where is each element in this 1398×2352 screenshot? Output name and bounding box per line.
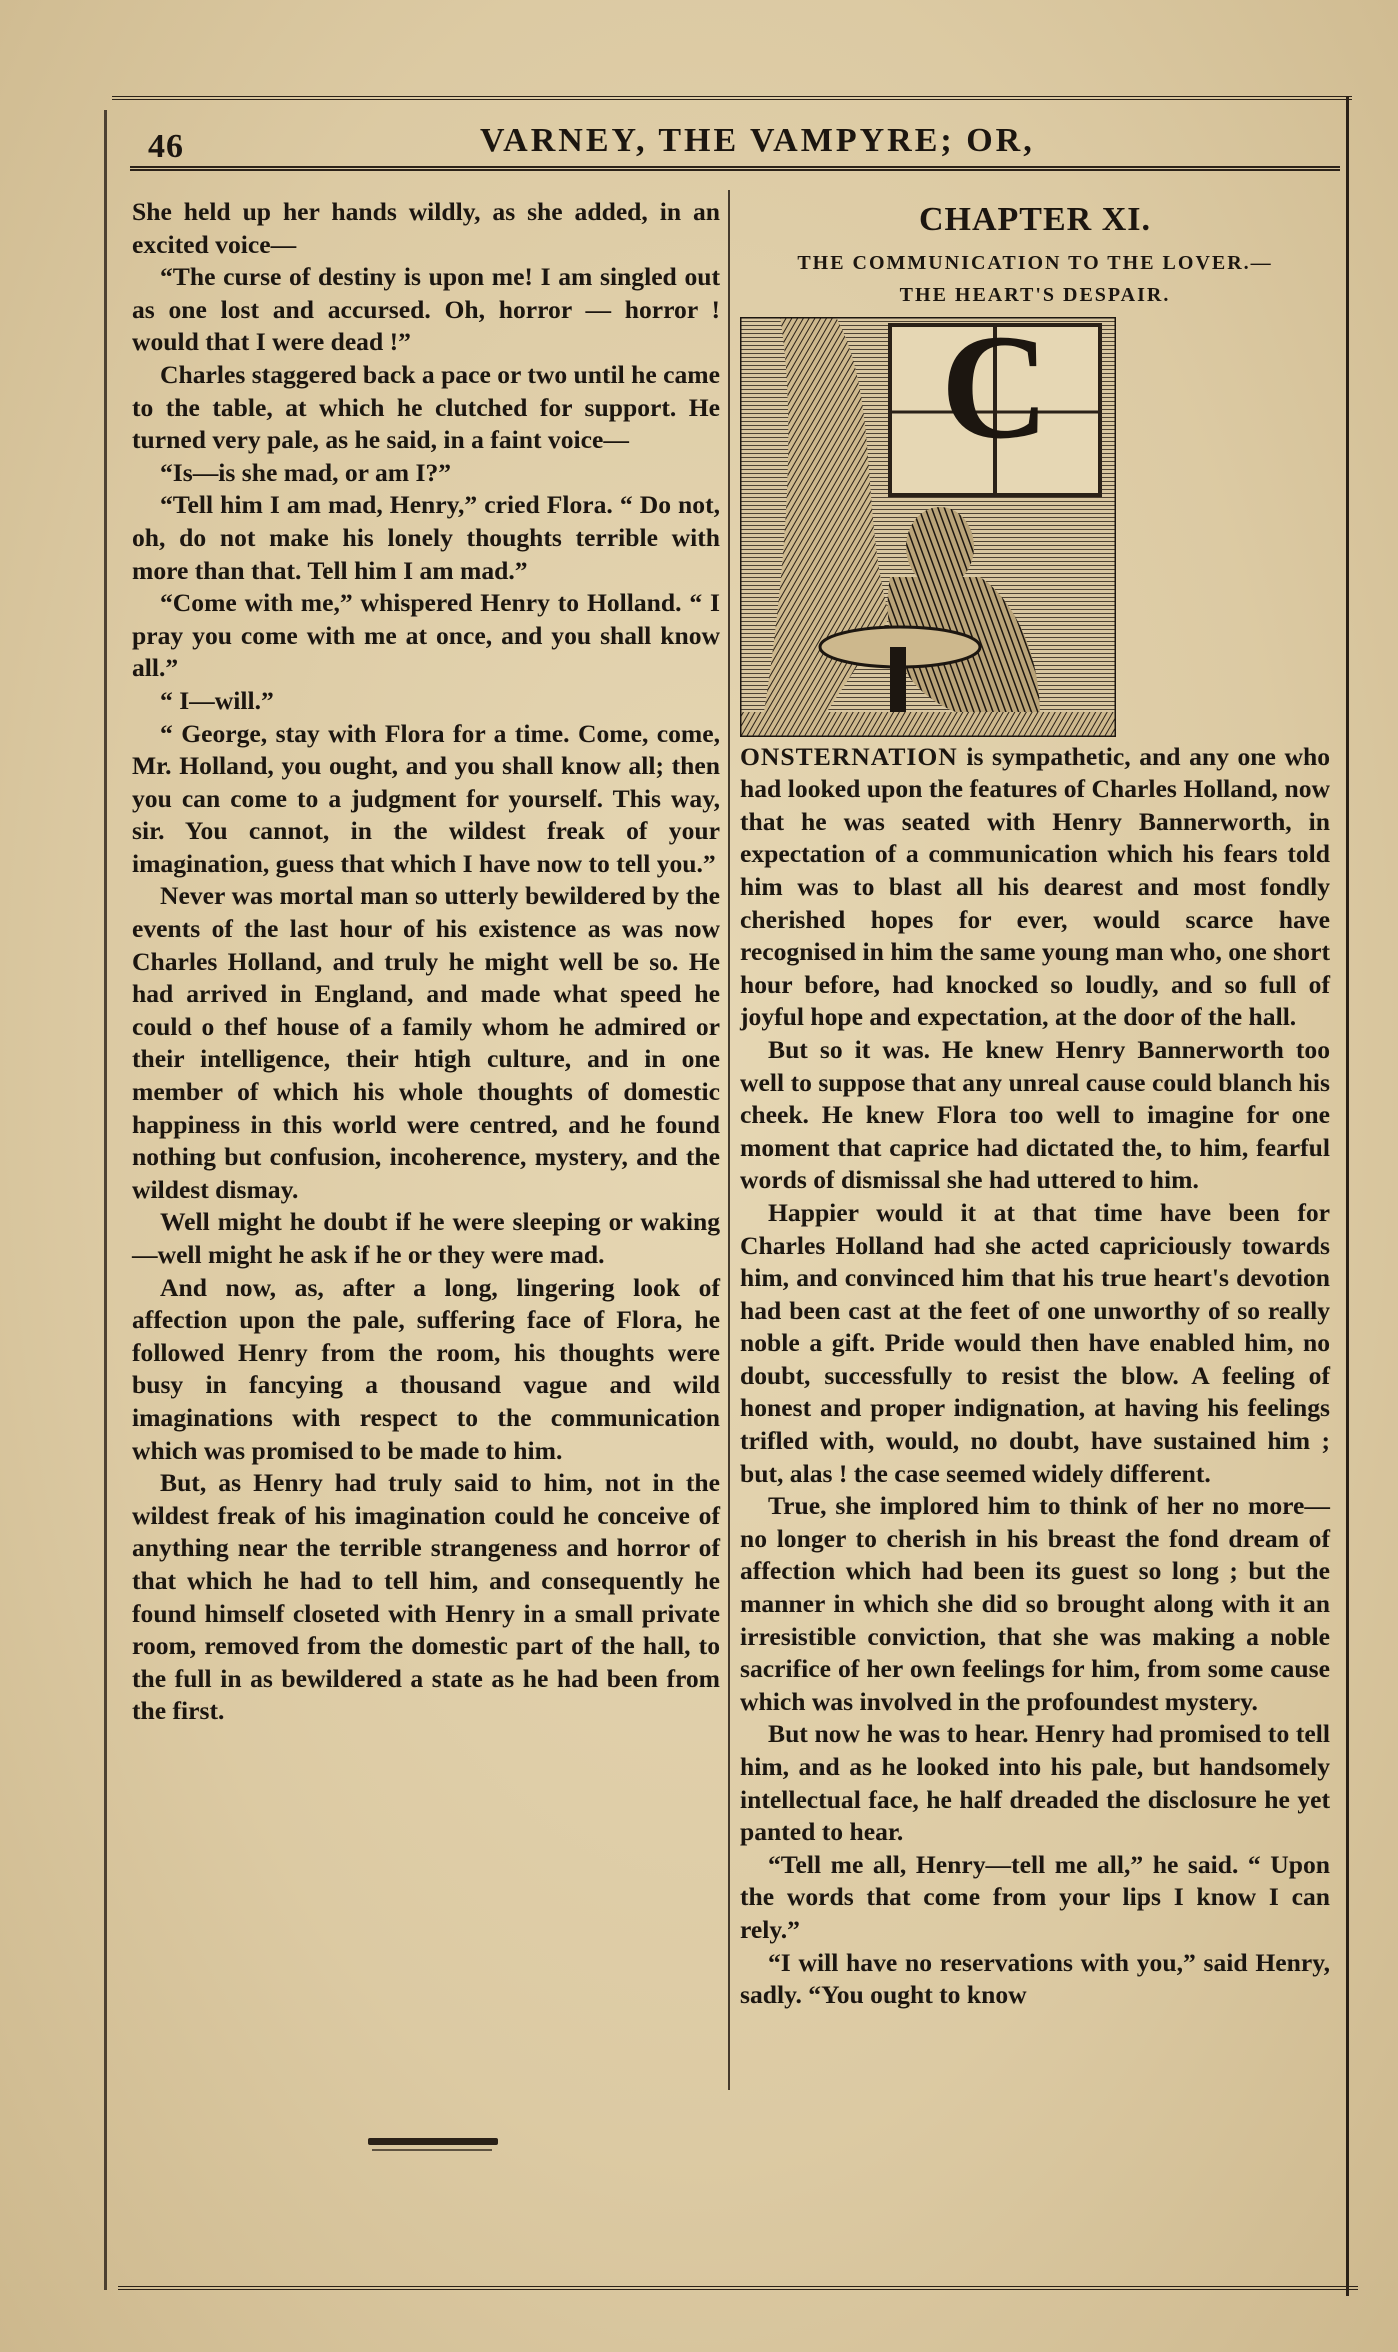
left-column xyxy=(132,196,720,1728)
svg-text:C: C xyxy=(940,316,1050,470)
section-end-rule-thin xyxy=(372,2149,492,2151)
opening-lead: ONSTERNATION xyxy=(740,741,958,771)
woodcut-illustration xyxy=(740,317,1116,737)
paragraph: But, as Henry had truly said to him, not in the wildest freak of his imagination could he conceive of anything near the terrible strangeness and horror of that which he had to tell him, and consequently he found himself closeted with Henry in a small private room, removed from the domestic part of the hall, to the full in as bewildered a state as he had been from the first. xyxy=(132,1468,720,1726)
chapter-subtitle-line1: THE COMMUNICATION TO THE LOVER.— xyxy=(797,251,1273,274)
page-border-left xyxy=(104,110,107,2290)
paragraph: And now, as, after a long, lingering look of affection upon the pale, suffering face of Flora, he followed Henry from the room, his thoughts were busy in fancying a thousand vague and wild imaginations with respect to the communication which was promised to be made to him. xyxy=(132,1272,720,1465)
chapter-title: CHAPTER XI. xyxy=(918,201,1152,238)
paragraph: “ George, stay with Flora for a time. Come, come, Mr. Holland, you ought, and you shall know all; then you can come to a judgment for yourself. This way, sir. You cannot, in the wildest freak of your imagination, guess that which I have now to tell you.” xyxy=(132,718,720,878)
chapter-subtitle-line2: THE HEART'S DESPAIR. xyxy=(899,283,1171,306)
woodcut-engraving-icon xyxy=(740,317,1116,737)
paragraph: Never was mortal man so utterly bewildered by the events of the last hour of his existence as was now Charles Holland, and truly he might well be so. He had arrived in England, and made what speed he could o thef house of a family whom he admired or their intelligence, their htigh culture, and in one member of which his whole thoughts of domestic happiness in this world were centred, and he found nothing but confusion, incoherence, mystery, and the wildest dismay. xyxy=(132,881,720,1204)
paragraph: “ I—will.” xyxy=(160,685,274,715)
paragraph: “Is—is she mad, or am I?” xyxy=(160,457,452,487)
paragraph: “The curse of destiny is upon me! I am singled out as one lost and accursed. Oh, horror — horror ! would that I were dead !” xyxy=(132,262,720,357)
paragraph: But now he was to hear. Henry had promised to tell him, and as he looked into his pale, but handsomely intellectual face, he half dreaded the disclosure he yet panted to hear. xyxy=(740,1719,1330,1847)
opening-rest: is sympathetic, and any one who had looked upon the features of Charles Holland, now that he was seated with Henry Bannerworth, in expectation of a communication which his fears told him was to blast all his dearest and most fondly cherished hopes for ever, would scarce have recognised in him the same young man who, one short hour before, had knocked so loudly, and so full of joyful hope and expectation, at the door of the hall. xyxy=(740,741,1330,1032)
header-rule xyxy=(130,166,1340,171)
paragraph: “Tell him I am mad, Henry,” cried Flora. “ Do not, oh, do not make his lonely thoughts terrible with more than that. Tell him I am mad.” xyxy=(132,490,720,585)
paragraph: Well might he doubt if he were sleeping or waking—well might he ask if he or they were mad. xyxy=(132,1207,720,1269)
right-column xyxy=(740,196,1330,2012)
paragraph: Charles staggered back a pace or two until he came to the table, at which he clutched for support. He turned very pale, as he said, in a faint voice— xyxy=(132,359,720,455)
paragraph: But so it was. He knew Henry Bannerworth too well to suppose that any unreal cause could blanch his cheek. He knew Flora too well to imagine for one moment that caprice had dictated the, to him, fearful words of dismissal she had uttered to him. xyxy=(740,1034,1330,1195)
page-border-bottom xyxy=(118,2286,1358,2290)
section-end-rule xyxy=(368,2138,498,2145)
paragraph: “I will have no reservations with you,” said Henry, sadly. “You ought to know xyxy=(740,1947,1330,2010)
paragraph: “Tell me all, Henry—tell me all,” he said. “ Upon the words that come from your lips I know I can rely.” xyxy=(740,1849,1330,1944)
paragraph: True, she implored him to think of her no more—no longer to cherish in his breast the fond dream of affection which had been its guest so long ; but the manner in which she did so brought along with it an irresistible conviction, that she was making a noble sacrifice of her own feelings for him, from some cause which was involved in the profoundest mystery. xyxy=(740,1491,1330,1716)
page-number: 46 xyxy=(148,128,184,165)
running-title: VARNEY, THE VAMPYRE; OR, xyxy=(480,122,1035,159)
paragraph: She held up her hands wildly, as she added, in an excited voice— xyxy=(132,197,720,259)
column-divider xyxy=(728,190,730,2090)
page-border-right xyxy=(1346,96,1349,2296)
paragraph: “Come with me,” whispered Henry to Holland. “ I pray you come with me at once, and you shall know all.” xyxy=(132,588,720,683)
paragraph: Happier would it at that time have been for Charles Holland had she acted capriciously towards him, and convinced him that his true heart's devotion had been cast at the feet of one unworthy of so really noble a gift. Pride would then have enabled him, no doubt, successfully to resist the blow. A feeling of honest and proper indignation, at having his feelings trifled with, would, no doubt, have sustained him ; but, alas ! the case seemed widely different. xyxy=(740,1197,1330,1488)
